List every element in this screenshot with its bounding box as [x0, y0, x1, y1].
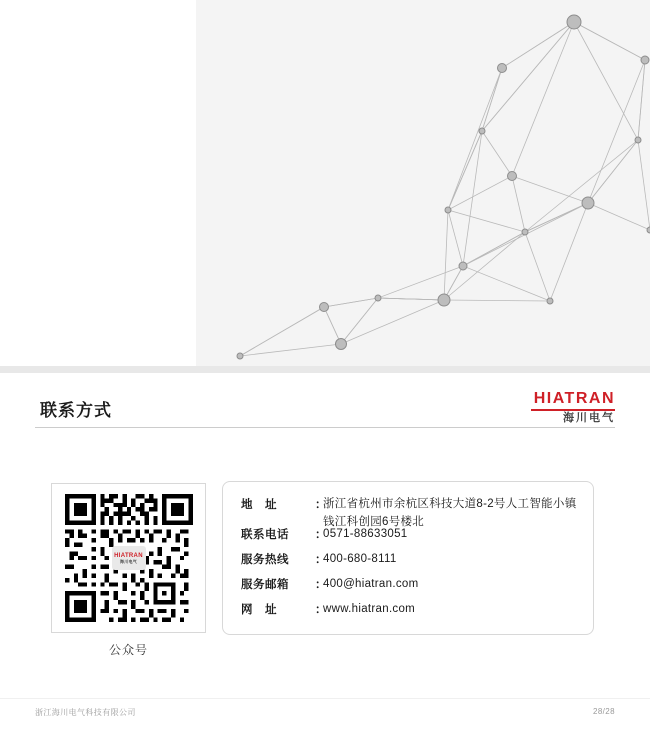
- qr-logo-en: HIATRAN: [114, 552, 143, 559]
- section-divider-slide: [0, 0, 650, 366]
- contact-value-address-line1: 浙江省杭州市余杭区科技大道8-2号人工智能小镇: [323, 498, 577, 510]
- qr-center-logo: [112, 546, 146, 570]
- qr-code-icon: [65, 494, 193, 622]
- contact-label-hotline: 服务热线: [241, 554, 289, 566]
- contact-value-phone: 0571-88633051: [323, 528, 408, 540]
- contact-row-email: [223, 576, 593, 601]
- contact-value-website: www.hiatran.com: [323, 603, 416, 615]
- brand-rule: [531, 409, 615, 411]
- colon-website: ：: [315, 604, 327, 616]
- contact-label-address: 地 址: [241, 499, 277, 511]
- contact-value-email: 400@hiatran.com: [323, 578, 419, 590]
- network-graphic-svg: [196, 0, 650, 366]
- divider-left-panel: [0, 0, 196, 366]
- contact-value-hotline: 400-680-8111: [323, 553, 397, 565]
- page-title: 联系方式: [40, 401, 112, 420]
- contact-row-website: [223, 601, 593, 626]
- footer-company: 浙江海川电气科技有限公司: [35, 708, 136, 717]
- contact-label-website: 网 址: [241, 604, 277, 616]
- footer-divider: [0, 698, 650, 699]
- contact-info-card: [222, 481, 594, 635]
- contact-label-phone: 联系电话: [241, 529, 289, 541]
- qr-code-card: [51, 483, 206, 633]
- qr-caption: 公众号: [108, 643, 148, 657]
- contact-row-address: [223, 482, 593, 526]
- network-nodes-graphic: [196, 0, 650, 366]
- contact-label-email: 服务邮箱: [241, 579, 289, 591]
- footer-page-number: 28/28: [592, 707, 615, 716]
- heading-divider: [35, 427, 615, 428]
- colon-address: ：: [315, 499, 327, 511]
- brand-name-cn: 海川电气: [563, 412, 615, 424]
- brand-name-en: HIATRAN: [533, 390, 615, 407]
- colon-phone: ：: [315, 529, 327, 541]
- contact-value-address-line2: 钱江科创园6号楼北: [323, 515, 425, 528]
- colon-hotline: ：: [315, 554, 327, 566]
- colon-email: ：: [315, 579, 327, 591]
- brand-logo: [531, 391, 615, 424]
- qr-logo-cn: 海川电气: [119, 558, 138, 564]
- contact-row-hotline: [223, 551, 593, 576]
